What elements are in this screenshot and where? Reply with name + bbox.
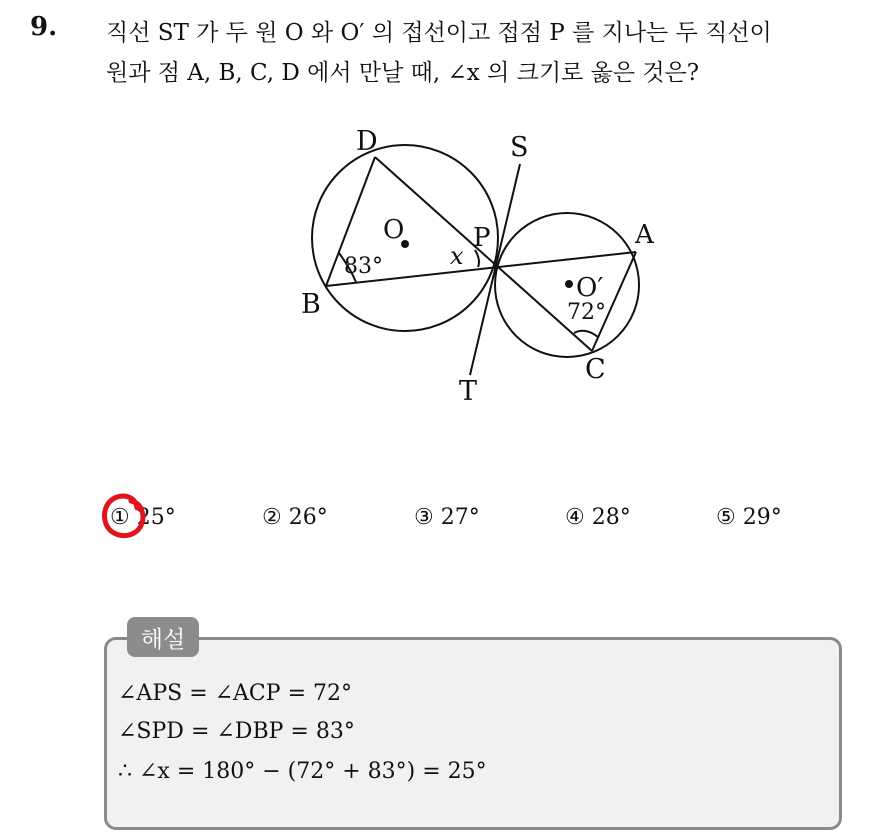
choice-5[interactable] [716,505,782,530]
solution-line2: ∠SPD = ∠DBP = 83° [118,719,355,744]
label-angle-83: 83° [344,254,383,279]
choice-2[interactable] [262,505,328,530]
center-o-prime-dot [565,280,573,288]
choice-2-text: 26° [288,505,328,530]
solution-tag: 해설 [127,617,199,657]
choice-5-number: ⑤ [716,505,736,530]
label-s: S [510,132,529,163]
label-o-prime: O′ [576,273,604,303]
solution-line1: ∠APS = ∠ACP = 72° [118,681,352,706]
angle-72-arc [574,331,598,337]
choice-5-text: 29° [742,505,782,530]
label-t: T [459,376,478,407]
choice-1-text: 25° [136,505,176,530]
label-a: A [635,220,654,250]
question-text-line2: 원과 점 A, B, C, D 에서 만날 때, ∠x 의 크기로 옳은 것은? [106,60,700,86]
choice-1[interactable] [110,505,176,530]
choice-1-number: ① [110,505,130,530]
question-number: 9. [30,12,58,42]
choice-4-number: ④ [565,505,585,530]
choice-4[interactable] [565,505,631,530]
label-p: P [473,223,491,253]
choice-3-number: ③ [414,505,434,530]
label-d: D [356,126,378,157]
choice-4-text: 28° [591,505,631,530]
choice-3[interactable] [414,505,480,530]
choice-2-number: ② [262,505,282,530]
label-b: B [301,289,321,320]
label-o: O [383,215,405,245]
question-text-line1: 직선 ST 가 두 원 O 와 O′ 의 접선이고 접점 P 를 지나는 두 직선이 [106,20,772,46]
label-x: x [450,242,464,270]
solution-line3: ∴ ∠x = 180° − (72° + 83°) = 25° [118,759,487,784]
circle-o [312,145,498,331]
label-c: C [585,354,606,385]
choice-3-text: 27° [440,505,480,530]
label-angle-72: 72° [567,300,606,325]
